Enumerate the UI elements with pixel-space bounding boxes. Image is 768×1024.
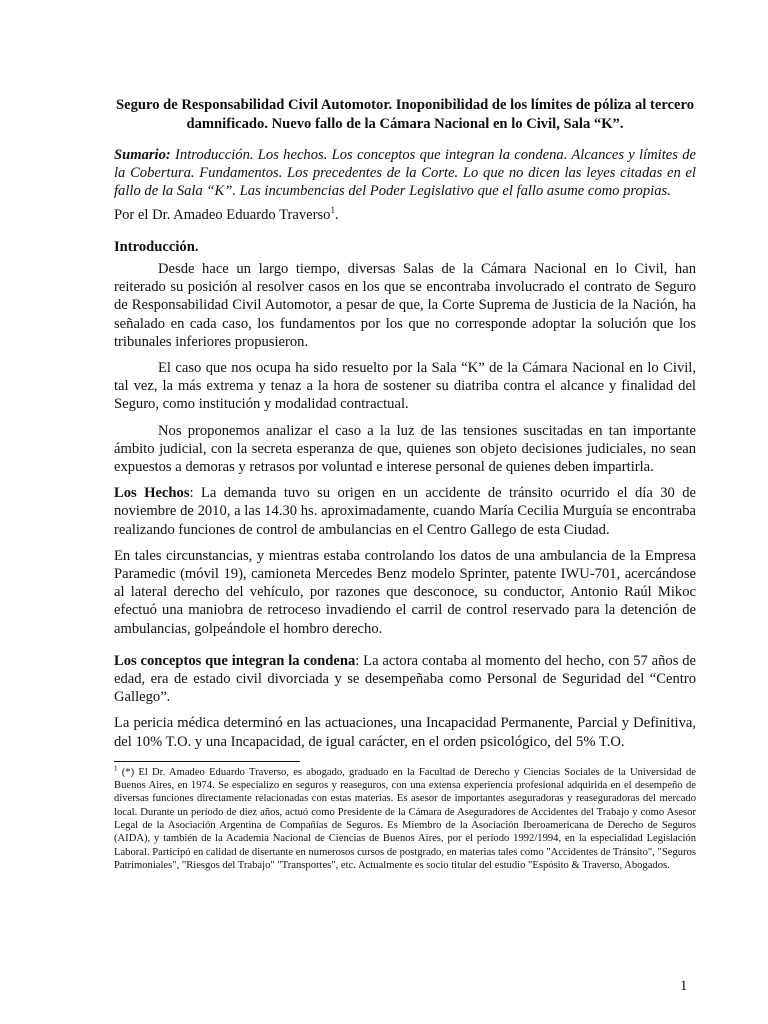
- summary-text: Introducción. Los hechos. Los conceptos que integran la condena. Alcances y límites de la Cobertura. Fundamentos. Los precedentes de la Corte. Lo que no dicen las leyes citadas en el fallo de la Sala “K”. Las incumbencias del Poder Legislativo que el fallo asume como propias.: [114, 147, 696, 200]
- conceptos-paragraph-1: [114, 652, 696, 707]
- intro-heading: Introducción.: [114, 238, 199, 255]
- summary: [114, 146, 696, 201]
- author-end: .: [334, 206, 339, 223]
- hechos-paragraph-2: En tales circunstancias, y mientras estaba controlando los datos de una ambulancia de la Empresa Paramedic (móvil 19), camioneta Mercedes Benz modelo Sprinter, patente IWU-701, acercándose al lateral derecho del vehículo, por razones que desconoce, su conductor, Antonio Raúl Mikoc efectuó una maniobra de retroceso invadiendo el carril de control reservado para la detención de ambulancias, golpeándole el hombro derecho.: [114, 547, 696, 637]
- author-line: [114, 206, 696, 224]
- document-page: [114, 96, 696, 872]
- page-number: 1: [680, 978, 688, 994]
- document-title: Seguro de Responsabilidad Civil Automotor. Inoponibilidad de los límites de póliza al tercero damnificado. Nuevo fallo de la Cámara Nacional en lo Civil, Sala “K”.: [115, 97, 694, 132]
- footnote-marker: 1: [114, 764, 118, 773]
- conceptos-label: Los conceptos que integran la condena: [114, 652, 356, 669]
- conceptos-paragraph-2: La pericia médica determinó en las actuaciones, una Incapacidad Permanente, Parcial y Definitiva, del 10% T.O. y una Incapacidad, de igual carácter, en el orden psicológico, del 5% T.O.: [114, 715, 696, 750]
- author-name: Por el Dr. Amadeo Eduardo Traverso: [114, 206, 331, 223]
- summary-label: Sumario:: [114, 147, 171, 163]
- intro-paragraph-2: El caso que nos ocupa ha sido resuelto por la Sala “K” de la Cámara Nacional en lo Civil, tal vez, la más extrema y tenaz a la hora de sostener su diatriba contra el alcance y finalidad del Seguro, como institución y modalidad contractual.: [114, 360, 696, 413]
- intro-paragraph-3: Nos proponemos analizar el caso a la luz de las tensiones suscitadas en tan importante ámbito judicial, con la secreta esperanza de que, quienes son objeto decisiones judiciales, no sean expuestos a demoras y retrasos por voluntad e interese personal de quienes deben impartirla.: [114, 422, 696, 476]
- footnote-text: (*) El Dr. Amadeo Eduardo Traverso, es abogado, graduado en la Facultad de Derecho y Ciencias Sociales de la Universidad de Buenos Aires, en 1974. Se especializo en seguros y reaseguros, con una extensa experiencia profesional adquirida en el desempeño de diversas funciones directamente relacionadas con estas materias. Es asesor de importantes aseguradoras y reaseguradoras del mercado local. Durante un período de diez años, actuó como Presidente de la Cámara de Aseguradores de Accidentes del Trabajo y como Asesor Legal de la Asociación Argentina de Compañías de Seguros. Es Miembro de la Asociación Iberoamericana de Derecho de Seguros (AIDA), y también de la Academia Nacional de Ciencias de Buenos Aires, por el período 1992/1994, en la especialidad Legislación Laboral. Participó en calidad de disertante en numerosos cursos de postgrado, en materias tales como "Accidentes de Tránsito", "Seguros Patrimoniales", "Riesgos del Trabajo" "Transportes", etc. Actualmente es socio titular del estudio "Espósito & Traverso, Abogados.: [114, 766, 696, 871]
- footnote: [114, 766, 696, 872]
- conceptos-text: : La actora contaba al momento del hecho, con 57 años de edad, era de estado civil divorciada y se desempeñaba como Personal de Seguridad del “Centro Gallego”.: [114, 652, 697, 706]
- hechos-text: : La demanda tuvo su origen en un accidente de tránsito ocurrido el día 30 de noviembre de 2010, a las 14.30 hs. aproximadamente, cuando María Cecilia Murguía se encontraba realizando funciones de control de ambulancias en el Centro Gallego de esta Ciudad.: [114, 485, 696, 538]
- footnote-reference[interactable]: 1: [330, 204, 335, 215]
- intro-paragraph-1: Desde hace un largo tiempo, diversas Salas de la Cámara Nacional en lo Civil, han reiterado su posición al resolver casos en los que se encontraba involucrado el contrato de Seguro de Responsabilidad Civil Automotor, a pesar de que, la Corte Suprema de Justicia de la Nación, ha señalado en cada caso, los fundamentos por los que no corresponde adoptar la solución que los tribunales inferiores propusieron.: [114, 261, 696, 350]
- hechos-label: Los Hechos: [114, 485, 190, 502]
- footnote-separator: [114, 761, 300, 762]
- hechos-paragraph-1: [114, 484, 696, 539]
